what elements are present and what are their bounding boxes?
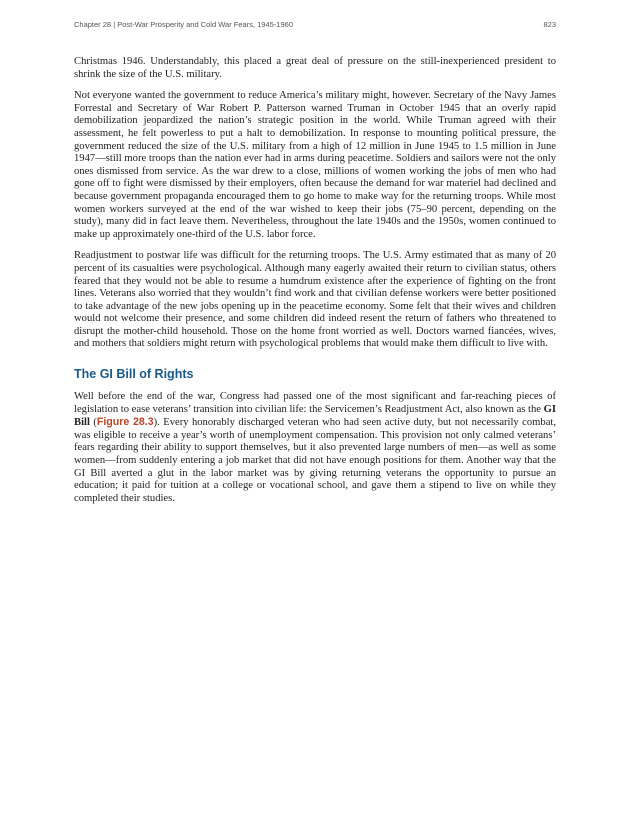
key-term-gi-bill: GI Bill — [74, 403, 557, 429]
page-number: 823 — [543, 20, 556, 29]
section-heading: The GI Bill of Rights — [74, 367, 194, 382]
paragraph-2: Not everyone wanted the government to reduce America’s military might, however. Secretary of the Navy James Forrestal and Secretary of War Robert P. Patterson warned Truman in October 1945 that an overly rapid demobilization jeopardized the nation’s strategic position in the world. While Truman agreed with their assessment, he felt powerless to put a halt to demobilization. In response to mounting political pressure, the government reduced the size of the U.S. military from a high of 12 million in June 1945 to 1.5 million in June 1947—still more troops than the nation ever had in arms during peacetime. Soldiers and sailors were not the only ones dismissed from service. As the war drew to a close, millions of women working the jobs of men who had gone off to fight were dismissed by their employers, often because the demand for war materiel had declined and because government propaganda encouraged them to go home to make way for the returning troops. While most women workers surveyed at the end of the war wished to keep their jobs (75–90 percent, depending on the study), many did in fact leave them. Nevertheless, throughout the late 1940s and the 1950s, women continued to make up approximately one-third of the U.S. labor force. — [74, 90, 556, 240]
paragraph-1: Christmas 1946. Understandably, this placed a great deal of pressure on the still-inexperienced president to shrink the size of the U.S. military. — [74, 56, 556, 80]
paragraph-4-text-end: ). Every honorably discharged veteran who had seen active duty, but not necessarily combat, was eligible to receive a year’s worth of unemployment compensation. This provision not only calmed veterans’ fears regarding their ability to support themselves, but it also prevented large numbers of men—as well as some women—from suddenly entering a job market that did not have enough positions for them. Another way that the GI Bill averted a glut in the labor market was by giving returning veterans the opportunity to pursue an education; it paid for tuition at a college or vocational school, and gave them a stipend to live on while they completed their studies. — [74, 417, 556, 504]
paragraph-4-text-start: Well before the end of the war, Congress had passed one of the most significant and far-reaching pieces of legislation to ease veterans’ transition into civilian life: the Servicemen’s Readjustment Act, also known as the — [74, 391, 556, 415]
figure-reference-link[interactable]: Figure 28.3 — [96, 416, 154, 429]
paragraph-4 — [74, 391, 556, 505]
body-text — [74, 56, 556, 514]
paragraph-3: Readjustment to postwar life was difficult for the returning troops. The U.S. Army estimated that as many of 20 percent of its casualties were psychological. Although many eagerly awaited their return to civilian status, others feared that they would not be able to resume a humdrum existence after the experience of fighting on the front lines. Veterans also worried that they wouldn’t find work and that civilian defense workers were better positioned to take advantage of the new jobs opening up in the peacetime economy. Some felt that their wives and children would not welcome their presence, and some children did indeed resent the return of fathers who threatened to disrupt the mother-child household. Those on the home front worried as well. Doctors warned fiancées, wives, and mothers that soldiers might return with psychological problems that would make them difficult to live with. — [74, 250, 556, 350]
running-title: Chapter 28 | Post-War Prosperity and Cold War Fears, 1945-1960 — [74, 20, 293, 29]
paragraph-4-paren: ( — [89, 417, 97, 429]
